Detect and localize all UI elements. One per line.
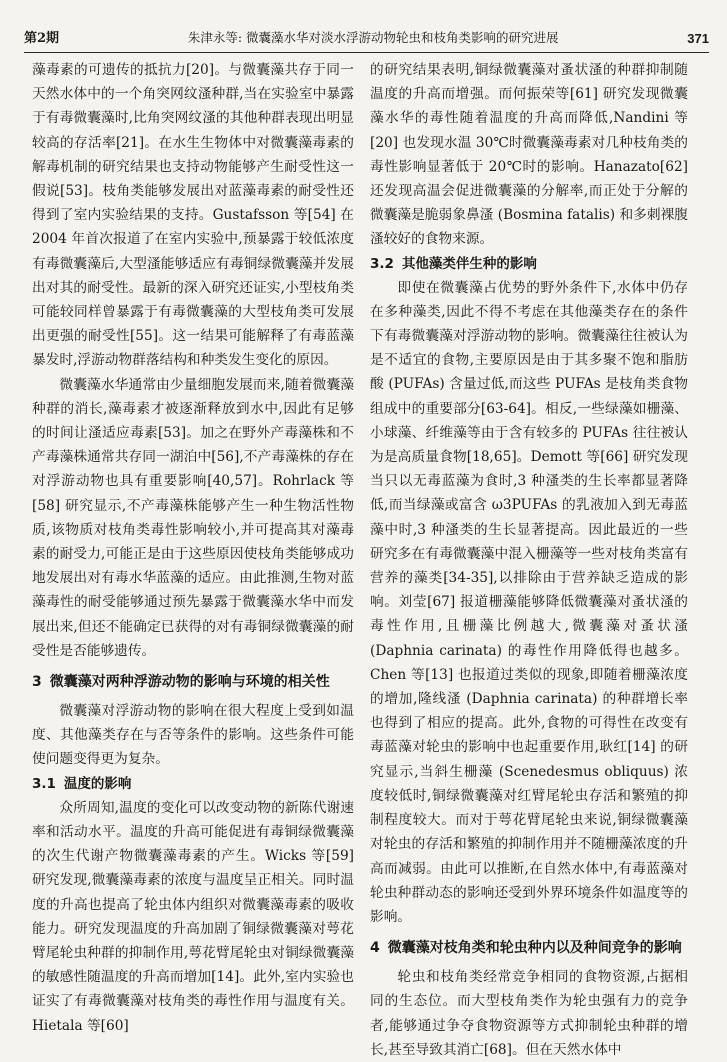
paragraph: 众所周知,温度的变化可以改变动物的新陈代谢速率和活动水平。温度的升高可能促进有毒铜绿微囊藻的次生代谢产物微囊藻毒素的产生。Wicks 等[59] 研究发现,微囊藻毒素的浓度与温度呈正相关。同时温度的升高也提高了轮虫体内组织对微囊藻毒素的吸收能力。研究发现温度的升高加剧了铜绿微囊藻对萼花臂尾轮虫种群的抑制作用,萼花臂尾轮虫对铜绿微囊藻的敏感性随温度的升高而增加[14]。此外,室内实验也证实了有毒微囊藻对枝角类的毒性作用与温度有关。Hietala 等[60] xyxy=(32,799,354,1034)
page-header xyxy=(24,18,709,53)
section-number: 3.1 xyxy=(32,775,56,792)
section-heading-3 xyxy=(32,671,354,693)
paragraph: 轮虫和枝角类经常竞争相同的食物资源,占据相同的生态位。而大型枝角类作为轮虫强有力的竞争者,能够通过争夺食物资源等方式抑制轮虫种群的增长,甚至导致其消亡[68]。但在天然水体中 xyxy=(370,969,688,1058)
section-heading-3-1 xyxy=(32,772,354,796)
left-column xyxy=(32,58,354,1034)
section-title: 温度的影响 xyxy=(63,775,132,792)
paragraph: 的研究结果表明,铜绿微囊藻对蚤状溞的种群抑制随温度的升高而增强。而何振荣等[61] 研究发现微囊藻水华的毒性随着温度的升高而降低,Nandini 等[20] 也发现水温 30℃时微囊藻毒素对几种枝角类的毒性影响显著低于 20℃时的影响。Hanazato[62] 还发现高温会促进微囊藻的分解率,而正处于分解的微囊藻是脆弱象鼻溞 (Bosmina fatalis) 和多刺裸腹溞较好的食物来源。 xyxy=(370,62,688,248)
journal-issue: 第2期 xyxy=(24,31,60,46)
section-number: 4 xyxy=(370,940,380,957)
paragraph: 微囊藻对浮游动物的影响在很大程度上受到如温度、其他藻类存在与否等条件的影响。这些条件可能使问题变得更为复杂。 xyxy=(32,703,354,768)
page-number: 371 xyxy=(687,31,709,46)
section-title: 微囊藻对两种浮游动物的影响与环境的相关性 xyxy=(49,674,330,691)
section-number: 3 xyxy=(32,674,42,691)
right-column xyxy=(370,58,688,1058)
paragraph: 藻毒素的可遗传的抵抗力[20]。与微囊藻共存于同一天然水体中的一个角突网纹溞种群,当在实验室中暴露于有毒微囊藻时,比角突网纹溞的其他种群表现出明显较高的存活率[21]。在水生生物体中对微囊藻毒素的解毒机制的研究结果也支持动物能够产生耐受性这一假说[53]。枝角类能够发展出对蓝藻毒素的耐受性还得到了室内实验结果的支持。Gustafsson 等[54] 在 2004 年首次报道了在室内实验中,预暴露于较低浓度有毒微囊藻后,大型溞能够适应有毒铜绿微囊藻并发展出对其的耐受性。最新的深入研究还证实,小型枝角类可能较同样曾暴露于有毒微囊藻的大型枝角类可发展出更强的耐受性[55]。这一结果可能解释了有毒蓝藻暴发时,浮游动物群落结构和种类发生变化的原因。 xyxy=(32,62,354,369)
paragraph: 微囊藻水华通常由少量细胞发展而来,随着微囊藻种群的消长,藻毒素才被逐渐释放到水中,因此有足够的时间让溞适应毒素[53]。加之在野外产毒藻株和不产毒藻株通常共存同一湖泊中[56],不产毒藻株的存在对浮游动物也具有重要影响[40,57]。Rohrlack 等[58] 研究显示,不产毒藻株能够产生一种生物活性物质,该物质对枝角类毒性影响较小,并可提高其对藻毒素的耐受力,可能正是由于这些原因使枝角类能够成功地发展出对有毒水华蓝藻的适应。由此推测,生物对蓝藻毒性的耐受能够通过预先暴露于微囊藻水华中而发展出来,但还不能确定已获得的对有毒铜绿微囊藻的耐受性是否能够遗传。 xyxy=(32,376,354,659)
running-title: 朱津永等: 微囊藻水华对淡水浮游动物轮虫和枝角类影响的研究进展 xyxy=(187,30,559,45)
paragraph: 即使在微囊藻占优势的野外条件下,水体中仍存在多种藻类,因此不得不考虑在其他藻类存在的条件下有毒微囊藻对浮游动物的影响。微囊藻往往被认为是不适宜的食物,主要原因是由于其多聚不饱和脂肪酸 (PUFAs) 含量过低,而这些 PUFAs 是枝角类食物组成中的重要部分[63-64]。相反,一些绿藻如栅藻、小球藻、纤维藻等由于含有较多的 PUFAs 往往被认为是高质量食物[18,65]。Demott 等[66] 研究发现当只以无毒蓝藻为食时,3 种溞类的生长率都显著降低,而当绿藻或富含 ω3PUFAs 的乳液加入到无毒蓝藻中时,3 种溞类的生长显著提高。因此最近的一些研究多在有毒微囊藻中混入栅藻等一些对枝角类富有营养的藻类[34-35],以排除由于营养缺乏造成的影响。刘莹[67] 报道栅藻能够降低微囊藻对蚤状溞的毒性作用,且栅藻比例越大,微囊藻对蚤状溞 (Daphnia carinata) 的毒性作用降低得也越多。Chen 等[13] 也报道过类似的现象,即随着栅藻浓度的增加,隆线溞 (Daphnia carinata) 的种群增长率也得到了相应的提高。此外,食物的可得性在改变有毒蓝藻对轮虫的影响中也起重要作用,耿红[14] 的研究显示,当斜生栅藻 (Scenedesmus obliquus) 浓度较低时,铜绿微囊藻对红臂尾轮虫存活和繁殖的抑制程度较大。而对于萼花臂尾轮虫来说,铜绿微囊藻对轮虫的存活和繁殖的抑制作用并不随栅藻浓度的升高而减弱。由此可以推断,在自然水体中,有毒蓝藻对轮虫种群动态的影响还受到外界环境条件如温度等的影响。 xyxy=(370,279,688,925)
section-number: 3.2 xyxy=(370,255,394,272)
section-title: 微囊藻对枝角类和轮虫种内以及种间竞争的影响 xyxy=(387,940,682,957)
section-heading-4 xyxy=(370,937,688,959)
section-title: 其他藻类伴生种的影响 xyxy=(401,255,537,272)
section-heading-3-2 xyxy=(370,252,688,276)
